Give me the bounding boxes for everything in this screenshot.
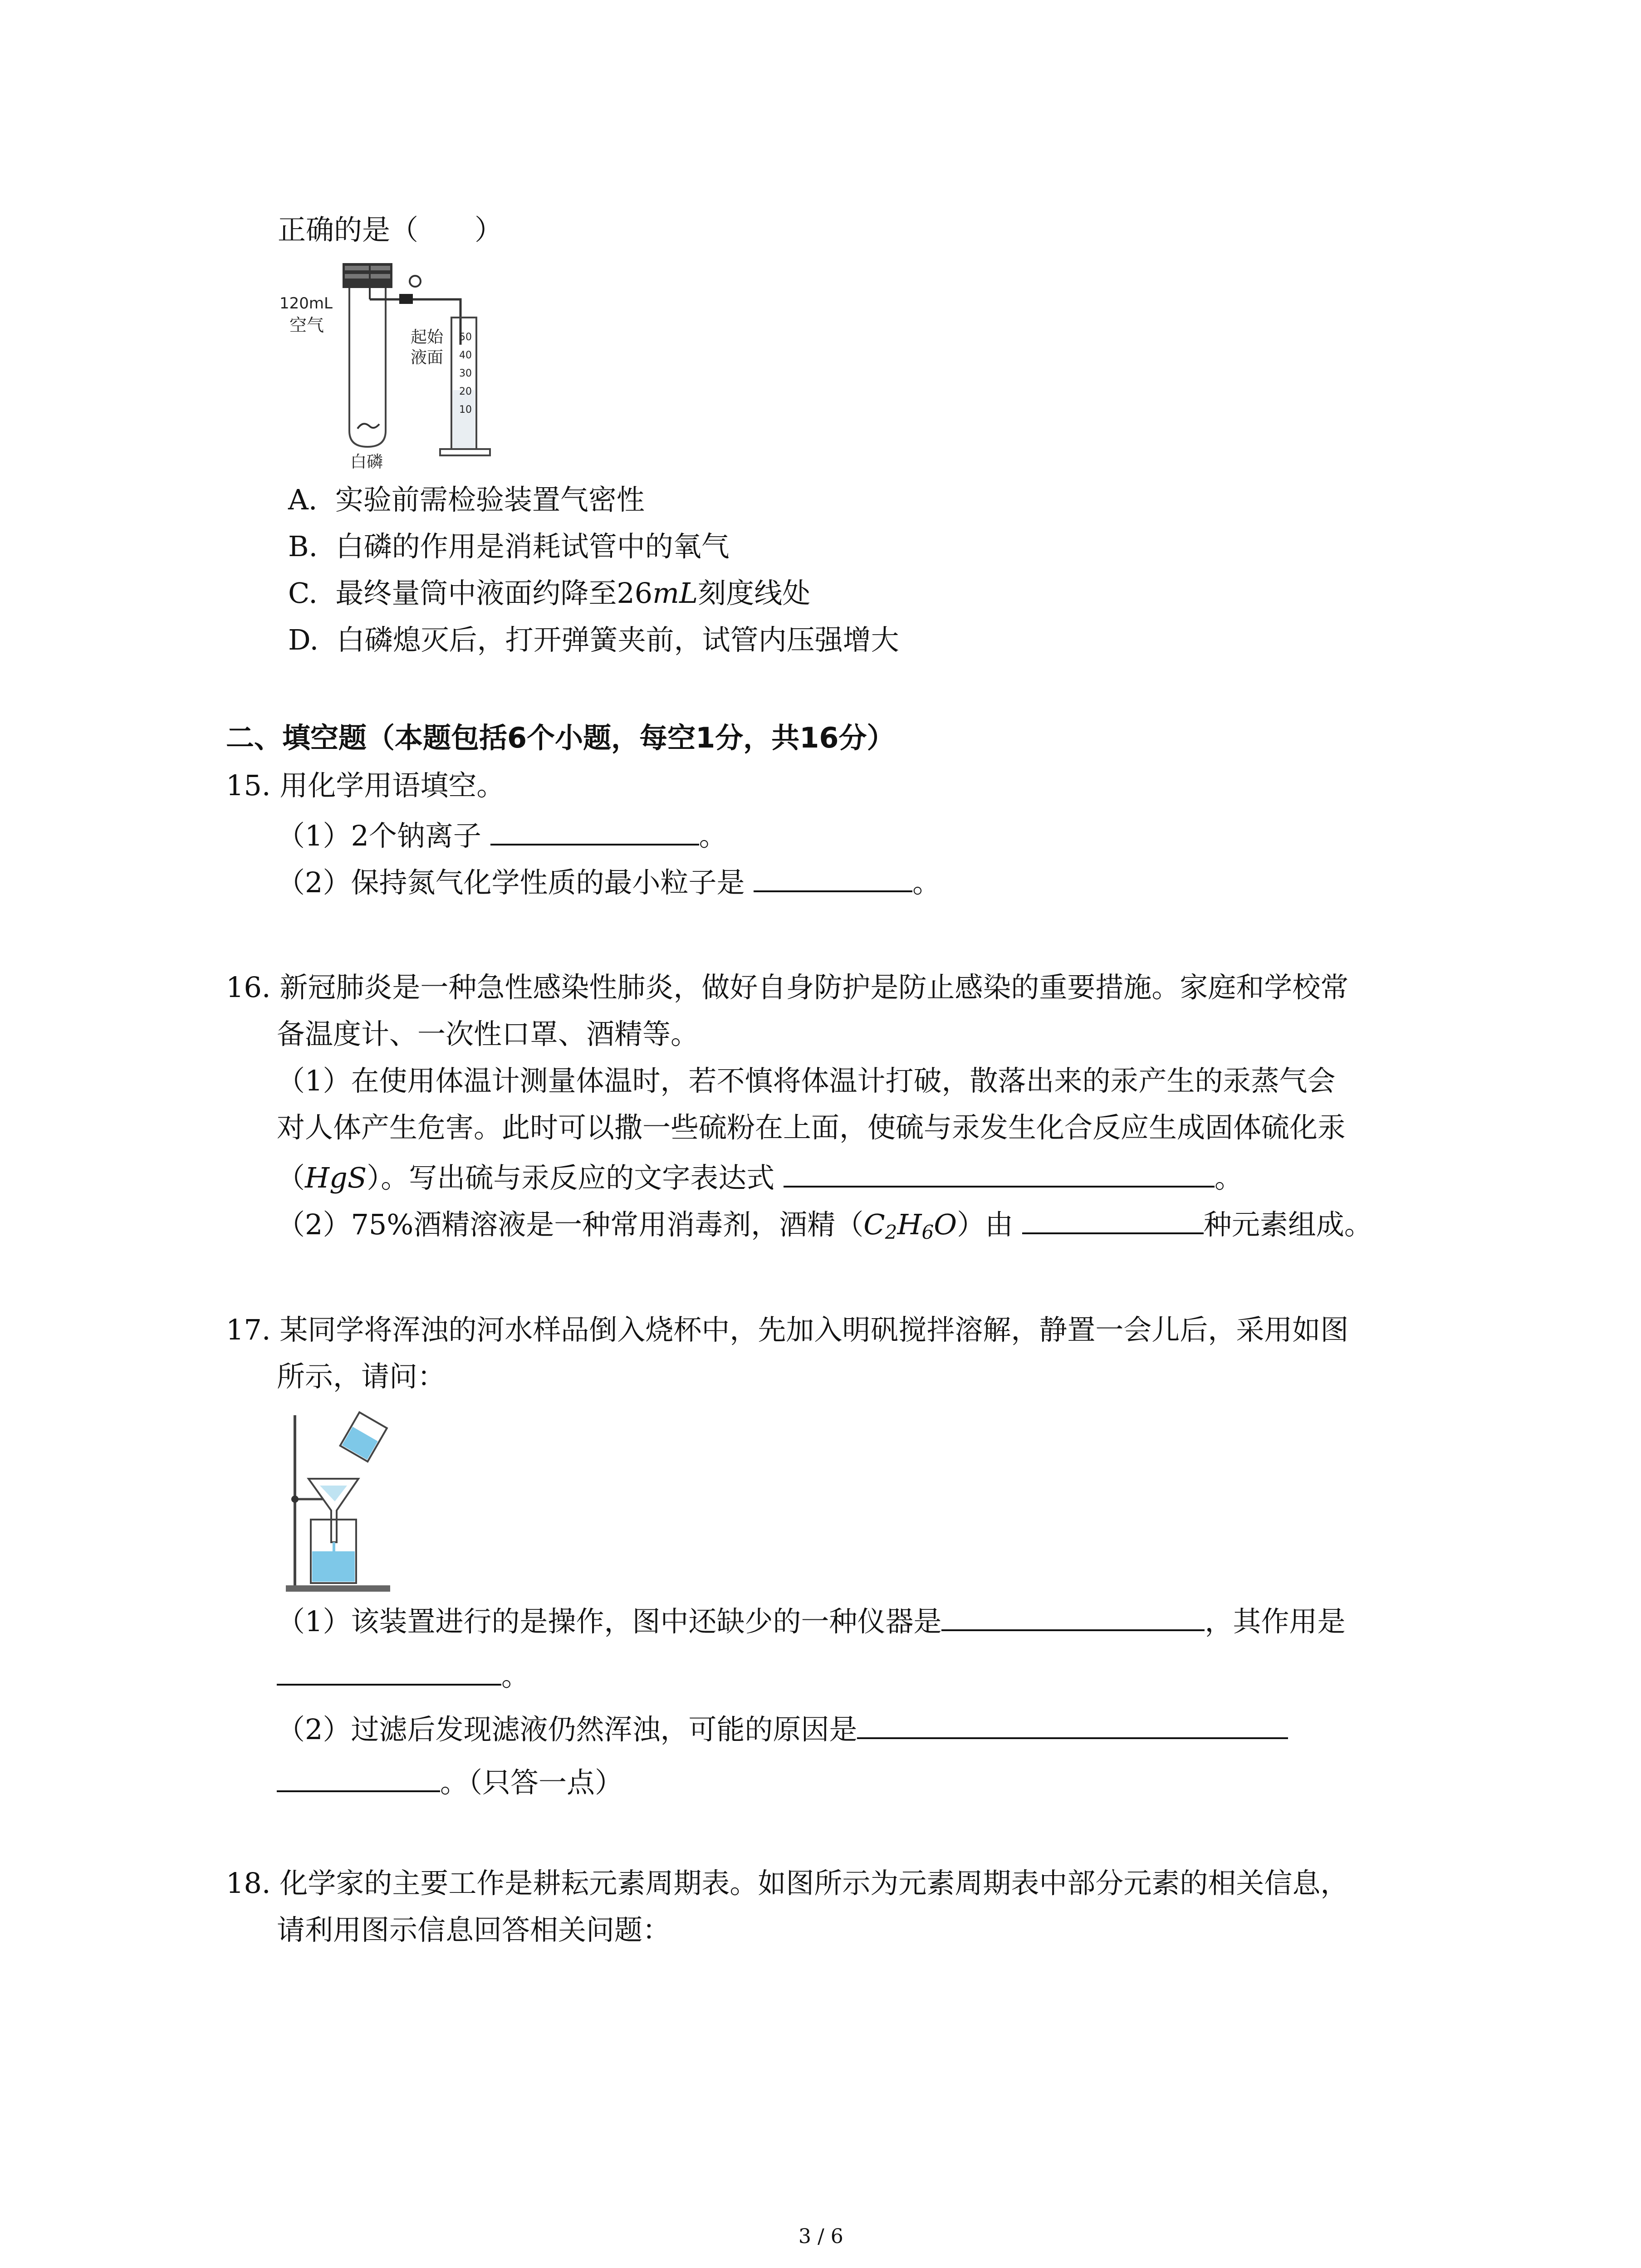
q16-sub2: （2）75%酒精溶液是一种常用消毒剂，酒精$(C_2H_6O)$由 种元素组成。 <box>277 1204 1372 1244</box>
q17-sub1-cont: 。 <box>277 1656 529 1693</box>
white-phosphorus <box>358 424 379 429</box>
q14-option-b: B. 白磷的作用是消耗试管中的氧气 <box>288 530 730 563</box>
q17-blank-4[interactable] <box>277 1762 440 1792</box>
q15-blank-1[interactable] <box>490 816 699 846</box>
q17-sub1: （1）该装置进行的是操作，图中还缺少的一种仪器是 ，其作用是 <box>277 1601 1345 1638</box>
q17-sub2: （2）过滤后发现滤液仍然浑浊，可能的原因是 <box>277 1709 1288 1746</box>
q16-sub1-line2: 对人体产生危害。此时可以撒一些硫粉在上面，使硫与汞发生化合反应生成固体硫化汞 <box>277 1111 1346 1144</box>
label-phosphorus: 白磷 <box>350 453 383 471</box>
formula-ethanol: $C_2H_6O$ <box>863 1208 957 1243</box>
q17-line1: 17. 某同学将浑浊的河水样品倒入烧杯中，先加入明矾搅拌溶解，静置一会儿后，采用如图 <box>226 1313 1349 1346</box>
test-tube <box>349 288 386 447</box>
q17-blank-2[interactable] <box>277 1656 501 1686</box>
label-air: 空气 <box>289 315 324 335</box>
q16-blank-2[interactable] <box>1022 1204 1204 1234</box>
q14-apparatus-figure <box>277 254 531 472</box>
q14-option-a: A. 实验前需检验装置气密性 <box>288 483 645 516</box>
q17-filtration-figure <box>277 1406 395 1597</box>
q14-option-d: D. 白磷熄灭后，打开弹簧夹前，试管内压强增大 <box>288 623 899 656</box>
q17-blank-3[interactable] <box>857 1709 1288 1739</box>
svg-text:20: 20 <box>459 386 472 397</box>
q17-blank-1[interactable] <box>941 1601 1205 1631</box>
q16-blank-1[interactable] <box>784 1158 1215 1188</box>
q18-line1: 18. 化学家的主要工作是耕耘元素周期表。如图所示为元素周期表中部分元素的相关信息， <box>226 1867 1349 1900</box>
q16-sub1-line1: （1）在使用体温计测量体温时，若不慎将体温计打破，散落出来的汞产生的汞蒸气会 <box>277 1064 1336 1097</box>
q15-sub1: （1）2个钠离子 。 <box>277 816 727 853</box>
q18-line2: 请利用图示信息回答相关问题： <box>277 1913 671 1946</box>
q16-sub1-line3: （HgS）。写出硫与汞反应的文字表达式 。 <box>277 1158 1243 1195</box>
page-number: 3 / 6 <box>798 2225 843 2248</box>
q17-line2: 所示，请问： <box>277 1360 446 1393</box>
q14-option-c: C. 最终量筒中液面约降至26mL刻度线处 <box>288 577 811 610</box>
label-start-1: 起始 <box>411 328 444 347</box>
svg-text:30: 30 <box>459 368 472 379</box>
q16-line2: 备温度计、一次性口罩、酒精等。 <box>277 1017 699 1051</box>
svg-text:40: 40 <box>459 350 472 361</box>
svg-text:50: 50 <box>459 332 472 343</box>
label-start-2: 液面 <box>411 348 444 367</box>
q16-line1: 16. 新冠肺炎是一种急性感染性肺炎，做好自身防护是防止感染的重要措施。家庭和学校常 <box>226 971 1349 1004</box>
label-120ml: 120mL <box>279 294 333 313</box>
q15-sub2: （2）保持氮气化学性质的最小粒子是 。 <box>277 862 941 899</box>
formula-hgs: HgS <box>305 1161 367 1194</box>
spring-clamp <box>399 294 413 304</box>
section-heading: 二、填空题（本题包括6个小题，每空1分，共16分） <box>226 721 895 754</box>
q15-stem: 15. 用化学用语填空。 <box>226 769 505 802</box>
q14-stem-tail: 正确的是（ ） <box>278 213 503 246</box>
q17-sub2-cont: 。（只答一点） <box>277 1762 623 1799</box>
svg-text:10: 10 <box>459 404 472 415</box>
q15-blank-2[interactable] <box>754 862 912 892</box>
